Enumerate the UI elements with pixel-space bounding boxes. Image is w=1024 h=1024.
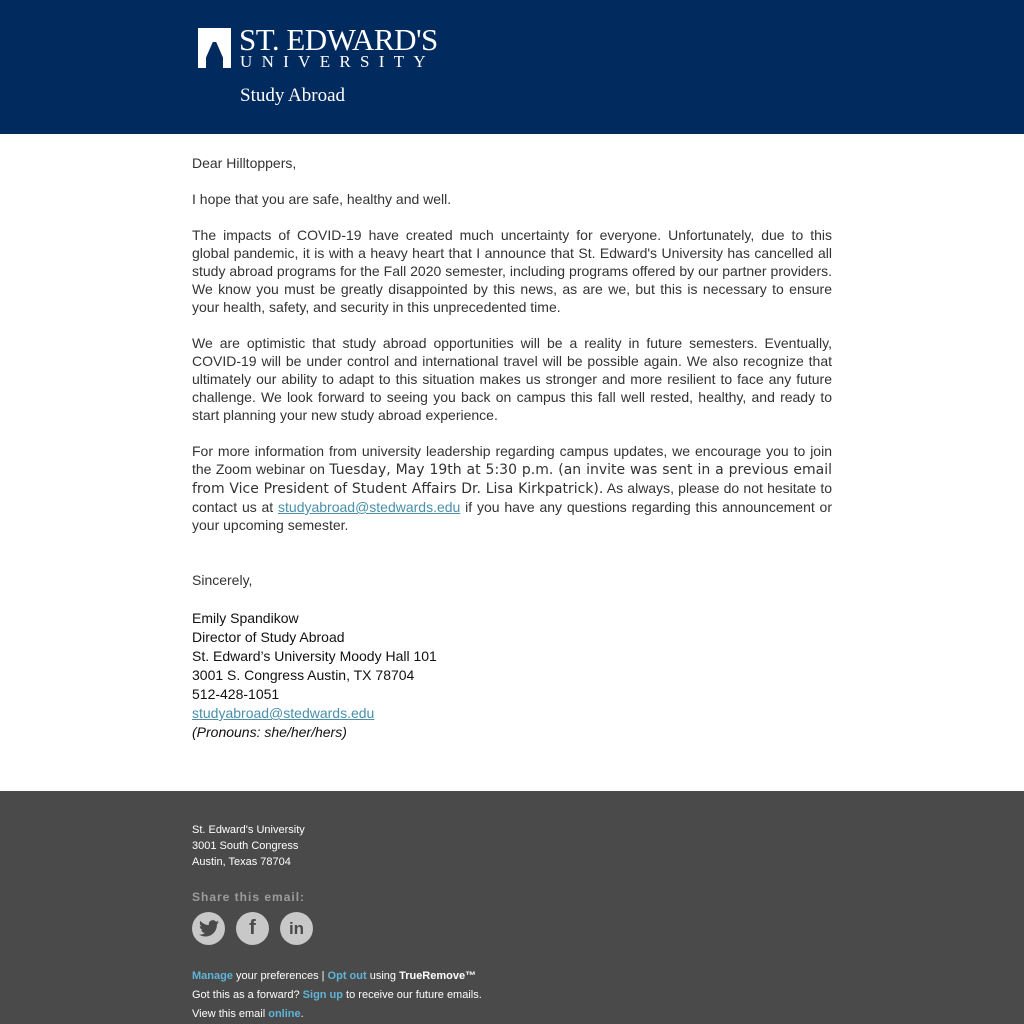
paragraph: I hope that you are safe, healthy and well. [192, 191, 452, 207]
linkedin-icon[interactable] [280, 912, 313, 945]
signature-title: Director of Study Abroad [192, 629, 345, 645]
text: Got this as a forward? [192, 989, 303, 1001]
footer-address [192, 822, 305, 870]
paragraph [192, 442, 832, 534]
text: As always, please do not hesitate to contact us at [192, 480, 832, 515]
signature-name: Emily Spandikow [192, 610, 299, 626]
twitter-icon[interactable] [192, 912, 225, 945]
share-label: Share this email: [192, 890, 306, 904]
signature [192, 609, 832, 742]
webinar-text: Tuesday, May 19th at 5:30 p.m. (an invite was sent in a previous email from Vice President of Student Affairs Dr. Lisa Kirkpatrick). [192, 462, 833, 497]
university-logo[interactable] [198, 22, 438, 112]
signature-pronouns: (Pronouns: she/her/hers) [192, 724, 347, 740]
signature-email-link[interactable]: studyabroad@stedwards.edu [192, 705, 375, 721]
facebook-glyph: f [249, 917, 256, 939]
footer [0, 791, 1024, 1024]
text: your preferences | [232, 970, 328, 982]
text: For more information from university leadership regarding campus updates, we encourage you to join the Zoom webinar on [192, 443, 832, 477]
text: View this email [192, 1008, 269, 1020]
paragraph: The impacts of COVID-19 have created much uncertainty for everyone. Unfortunately, due to this global pandemic, it is with a heavy heart that I announce that St. Edward's University has cancelled all study abroad programs for the Fall 2020 semester, including programs offered by our partner providers. We know you must be greatly disappointed by this news, as are we, but this is necessary to ensure your health, safety, and security in this unprecedented time. [192, 227, 832, 315]
email-body [192, 154, 832, 589]
footer-city: Austin, Texas 78704 [192, 856, 291, 868]
footer-org: St. Edward's University [192, 824, 305, 836]
greeting: Dear Hilltoppers, [192, 155, 297, 171]
view-online-link[interactable]: online [268, 1008, 301, 1020]
signature-phone: 512-428-1051 [192, 686, 280, 702]
linkedin-glyph: in [288, 918, 305, 938]
paragraph: We are optimistic that study abroad opportunities will be a reality in future semesters. Eventually, COVID-19 will be under control and international travel will be possible again. We also recognize that ultimately our ability to adapt to this situation makes us stronger and more resilient to face any future challenge. We look forward to seeing you back on campus this fall well rested, healthy, and ready to start planning your new study abroad experience. [192, 335, 832, 423]
logo-subtitle: Study Abroad [240, 85, 346, 106]
text: . [300, 1008, 304, 1020]
facebook-icon[interactable] [236, 912, 269, 945]
header [0, 0, 1024, 134]
logo-line2: UNIVERSITY [240, 52, 435, 71]
content-area [0, 134, 1024, 791]
footer-street: 3001 South Congress [192, 840, 299, 852]
opt-out-link[interactable]: Opt out [327, 970, 367, 982]
logo-line1: ST. EDWARD'S [239, 22, 438, 57]
tower-icon [198, 28, 231, 68]
signature-address: 3001 S. Congress Austin, TX 78704 [192, 667, 415, 683]
text: using [366, 970, 400, 982]
footer-links [192, 967, 482, 1024]
text: to receive our future emails. [343, 989, 482, 1001]
closing: Sincerely, [192, 572, 253, 588]
sign-up-link[interactable]: Sign up [302, 989, 343, 1001]
manage-link[interactable]: Manage [192, 970, 233, 982]
text: if you have any questions regarding this announcement or your upcoming semester. [192, 499, 832, 533]
trueremove-label: TrueRemove™ [399, 970, 477, 982]
email-link[interactable]: studyabroad@stedwards.edu [278, 499, 461, 515]
signature-office: St. Edward’s University Moody Hall 101 [192, 648, 437, 664]
